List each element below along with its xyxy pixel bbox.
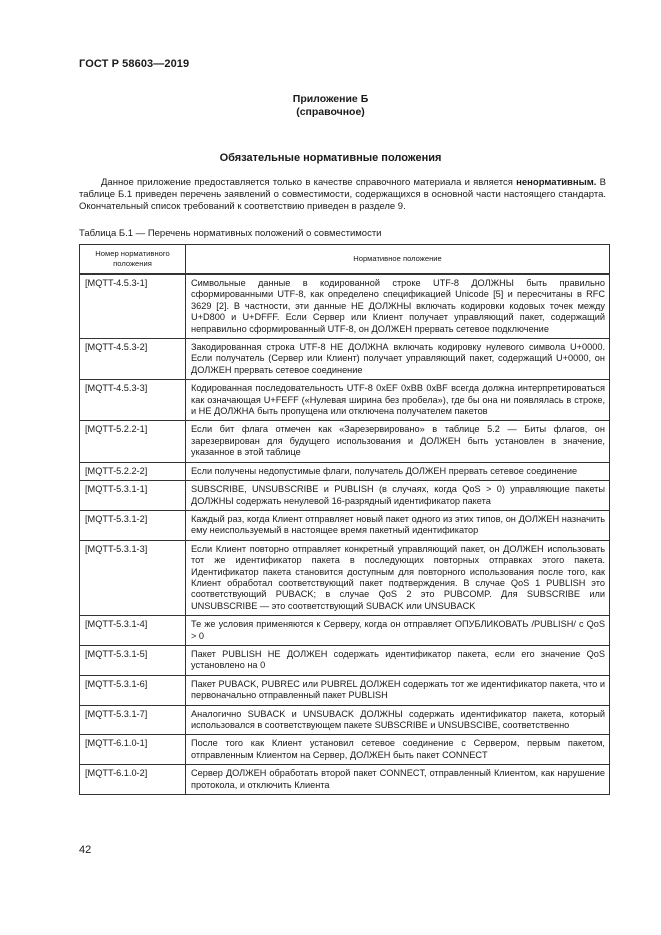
row-text: Если бит флага отмечен как «Зарезервировано» в таблице 5.2 — Биты флагов, он зарезервирован для будущего использования и ДОЛЖЕН быть установлен в значение, указанное в этой таблице [186,421,610,462]
row-text: SUBSCRIBE, UNSUBSCRIBE и PUBLISH (в случаях, когда QoS > 0) управляющие пакеты ДОЛЖНЫ содержать ненулевой 16-разрядный идентификатор пакета [186,481,610,511]
row-id: [MQTT-5.3.1-3] [80,540,186,615]
table-row [80,540,610,615]
row-text: Каждый раз, когда Клиент отправляет новый пакет одного из этих типов, он ДОЛЖЕН назначить ему неиспользуемый в настоящее время пакетный идентификатор [186,510,610,540]
row-id: [MQTT-5.3.1-2] [80,510,186,540]
row-text: Кодированная последовательность UTF-8 0xEF 0xBB 0xBF всегда должна интерпретироваться как означающая U+FEFF («Нулевая ширина без пробела»), где бы она ни появлялась в строке, и НЕ ДОЛЖНА быть пропущена или отключена получателем пакетов [186,380,610,421]
row-id: [MQTT-5.3.1-6] [80,675,186,705]
page-number: 42 [79,844,92,856]
row-text: После того как Клиент установил сетевое соединение с Сервером, первым пакетом, отправленным Клиентом на Сервер, ДОЛЖЕН быть пакет CONNECT [186,735,610,765]
table-row [80,421,610,462]
row-text: Пакет PUBLISH НЕ ДОЛЖЕН содержать идентификатор пакета, если его значение QoS установлено на 0 [186,645,610,675]
row-id: [MQTT-5.3.1-5] [80,645,186,675]
appendix-subtitle: (справочное) [296,106,365,118]
table-row [80,380,610,421]
table-row [80,274,610,339]
table-row [80,735,610,765]
row-id: [MQTT-4.5.3-1] [80,274,186,339]
row-text: Закодированная строка UTF-8 НЕ ДОЛЖНА включать кодировку нулевого символа U+0000. Если получатель (Сервер или Клиент) получает управляющий пакет, содержащий U+0000, он ДОЛЖЕН прервать сетевое соединение [186,339,610,380]
table-caption: Таблица Б.1 — Перечень нормативных положений о совместимости [79,228,382,239]
row-id: [MQTT-5.2.2-2] [80,462,186,480]
row-id: [MQTT-5.3.1-1] [80,481,186,511]
compliance-table [79,244,610,795]
row-id: [MQTT-6.1.0-1] [80,735,186,765]
table-row [80,462,610,480]
row-id: [MQTT-5.2.2-1] [80,421,186,462]
row-id: [MQTT-5.3.1-4] [80,616,186,646]
table-row [80,616,610,646]
table-row [80,481,610,511]
table-row [80,510,610,540]
table-row [80,645,610,675]
row-text: Те же условия применяются к Серверу, когда он отправляет ОПУБЛИКОВАТЬ /PUBLISH/ с QoS > 0 [186,616,610,646]
intro-text-1: Данное приложение предоставляется только в качестве справочного материала и является [101,177,517,188]
row-id: [MQTT-4.5.3-2] [80,339,186,380]
row-text: Сервер ДОЛЖЕН обработать второй пакет CONNECT, отправленный Клиентом, как нарушение протокола, и отключить Клиента [186,765,610,795]
header-number: Номер нормативного положения [80,245,186,275]
table-row [80,675,610,705]
header-statement: Нормативное положение [186,245,610,275]
row-text: Пакет PUBACK, PUBREC или PUBREL ДОЛЖЕН содержать тот же идентификатор пакета, что и первоначально отправленный пакет PUBLISH [186,675,610,705]
document-id: ГОСТ Р 58603—2019 [79,58,190,70]
section-title: Обязательные нормативные положения [219,152,442,164]
row-text: Если получены недопустимые флаги, получатель ДОЛЖЕН прервать сетевое соединение [186,462,610,480]
appendix-heading [0,93,661,119]
row-id: [MQTT-4.5.3-3] [80,380,186,421]
intro-text-2: В таблице Б.1 приведен перечень заявлений о совместимости, содержащихся в основной части настоящего стандарта. Окончательный список требований к соответствию приведен в разделе 9. [79,177,606,212]
table-row [80,765,610,795]
table-header-row [80,245,610,275]
intro-paragraph [79,177,606,213]
row-id: [MQTT-6.1.0-2] [80,765,186,795]
row-text: Символьные данные в кодированной строке UTF-8 ДОЛЖНЫ быть правильно сформированными UTF-8, как определено спецификацией Unicode [5] и пересчитаны в RFC 3629 [2]. В частности, эти данные НЕ ДОЛЖНЫ включать кодировки кодовых точек между U+D800 и U+DFFF. Если Сервер или Клиент получает управляющий пакет, содержащий неправильно сформированный UTF-8, он ДОЛЖЕН прервать сетевое подключение [186,274,610,339]
table-row [80,705,610,735]
table-row [80,339,610,380]
intro-bold: ненормативным. [516,177,597,188]
appendix-title: Приложение Б [292,93,369,105]
row-id: [MQTT-5.3.1-7] [80,705,186,735]
row-text: Если Клиент повторно отправляет конкретный управляющий пакет, он ДОЛЖЕН использовать тот же идентификатор пакета в последующих повторных отправках этого пакета. Идентификатор пакета становится доступным для повторного использования после того, как Клиент обработал соответствующий пакет подтверждения. В случае QoS 1 PUBLISH это соответствующий PUBACK; в случае QoS 2 это PUBCOMP. Для SUBSCRIBE или UNSUBSCRIBE — это соответствующий SUBACK или UNSUBACK [186,540,610,615]
row-text: Аналогично SUBACK и UNSUBACK ДОЛЖНЫ содержать идентификатор пакета, который использовался в соответствующем пакете SUBSCRIBE и UNSUBSCIBE, соответственно [186,705,610,735]
